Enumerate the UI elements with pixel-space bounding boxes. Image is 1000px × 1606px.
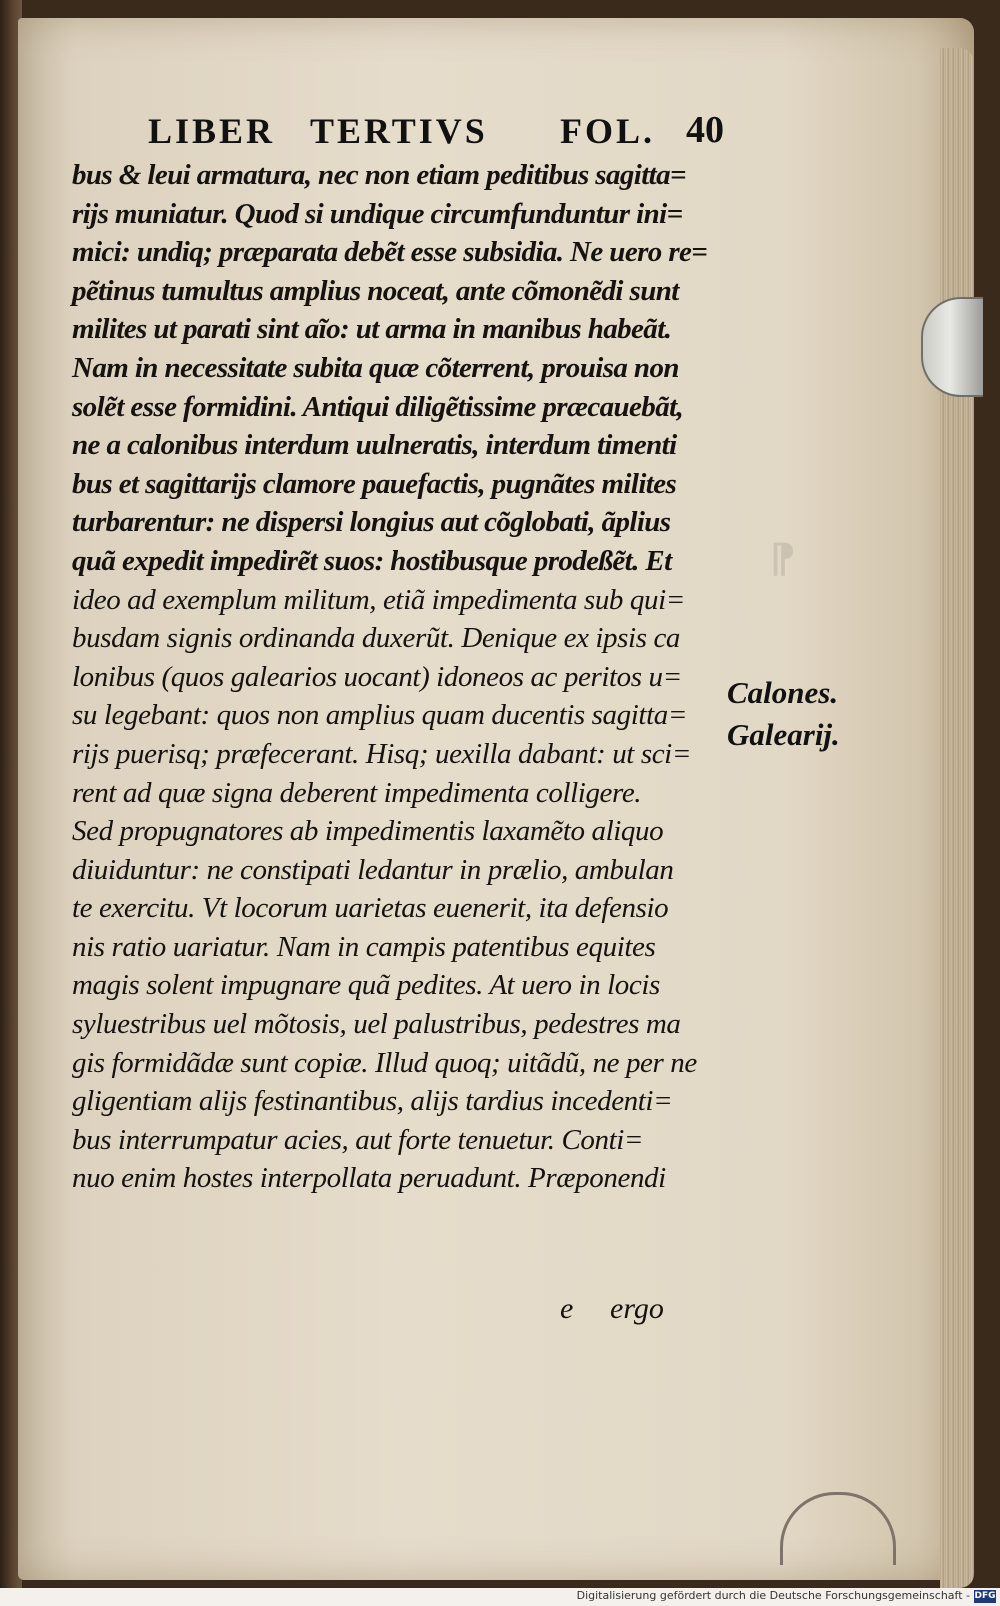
funding-credit: Digitalisierung gefördert durch die Deutsche Forschungsgemeinschaft - bbox=[576, 1589, 970, 1602]
footer-bar bbox=[0, 1588, 1000, 1606]
text-line: mici: undiq; præparata debẽt esse subsidia. Ne uero re= bbox=[72, 236, 708, 269]
text-line: su legebant: quos non amplius quam ducentis sagitta= bbox=[72, 699, 687, 732]
show-through-text: ⁋ bbox=[770, 536, 796, 582]
text-line: quã expedit impedirẽt suos: hostibusque prodeßẽt. Et bbox=[72, 544, 672, 577]
running-header bbox=[148, 110, 738, 160]
text-line: bus & leui armatura, nec non etiam peditibus sagitta= bbox=[72, 159, 686, 191]
text-line: ne a calonibus interdum uulneratis, interdum timenti bbox=[72, 429, 677, 462]
text-line: ideo ad exemplum militum, etiã impedimenta sub qui= bbox=[72, 583, 685, 616]
folio-number: 40 bbox=[686, 109, 724, 151]
header-fol: FOL. bbox=[560, 111, 656, 151]
text-line: busdam signis ordinanda duxerũt. Denique ex ipsis ca bbox=[72, 622, 681, 655]
body-text bbox=[72, 156, 722, 1198]
text-line: nuo enim hostes interpollata peruadunt. Præponendi bbox=[72, 1162, 666, 1195]
text-line: rent ad quæ signa deberent impedimenta colligere. bbox=[72, 776, 642, 809]
text-line: solẽt esse formidini. Antiqui diligẽtissime præcauebãt, bbox=[72, 390, 684, 423]
text-line: rijs muniatur. Quod si undique circumfunduntur ini= bbox=[72, 197, 683, 230]
text-line: turbarentur: ne dispersi longius aut cõglobati, ãplius bbox=[72, 506, 671, 539]
margin-notes bbox=[727, 672, 840, 756]
text-line: milites ut parati sint aĩo: ut arma in manibus habeãt. bbox=[72, 313, 672, 346]
text-line: gis formidãdæ sunt copiæ. Illud quoq; uitãdũ, ne per ne bbox=[72, 1046, 697, 1079]
text-line: Sed propugnatores ab impedimentis laxamẽto aliquo bbox=[72, 815, 664, 848]
text-line: bus interrumpatur acies, aut forte tenuetur. Conti= bbox=[72, 1123, 644, 1156]
catchword-line bbox=[560, 1292, 700, 1332]
margin-note-galearij: Galearij. bbox=[727, 717, 840, 752]
text-line: diuiduntur: ne constipati ledantur in prælio, ambulan bbox=[72, 853, 674, 886]
text-line: rijs puerisq; præfecerant. Hisq; uexilla dabant: ut sci= bbox=[72, 737, 691, 770]
dfg-logo: DFG bbox=[974, 1591, 996, 1601]
page-edges bbox=[940, 48, 974, 1588]
signature-mark: e bbox=[560, 1292, 574, 1325]
header-liber: LIBER bbox=[148, 111, 276, 151]
header-tertius: TERTIVS bbox=[310, 111, 488, 151]
metal-clasp bbox=[921, 297, 983, 397]
text-line: syluestribus uel mõtosis, uel palustribus, pedestres ma bbox=[72, 1008, 681, 1041]
text-line: nis ratio uariatur. Nam in campis patentibus equites bbox=[72, 930, 656, 963]
text-line: pẽtinus tumultus amplius noceat, ante cõmonẽdi sunt bbox=[72, 274, 679, 307]
text-line: Nam in necessitate subita quæ cõterrent, prouisa non bbox=[72, 351, 679, 384]
text-line: magis solent impugnare quã pedites. At uero in locis bbox=[72, 969, 660, 1002]
text-line: bus et sagittarijs clamore pauefactis, pugnãtes milites bbox=[72, 467, 677, 500]
text-line: te exercitu. Vt locorum uarietas euenerit, ita defensio bbox=[72, 892, 669, 925]
text-line: lonibus (quos galearios uocant) idoneos ac peritos u= bbox=[72, 660, 682, 693]
text-line: gligentiam alijs festinantibus, alijs tardius incedenti= bbox=[72, 1085, 673, 1118]
catchword: ergo bbox=[610, 1292, 664, 1325]
margin-note-calones: Calones. bbox=[727, 675, 839, 710]
